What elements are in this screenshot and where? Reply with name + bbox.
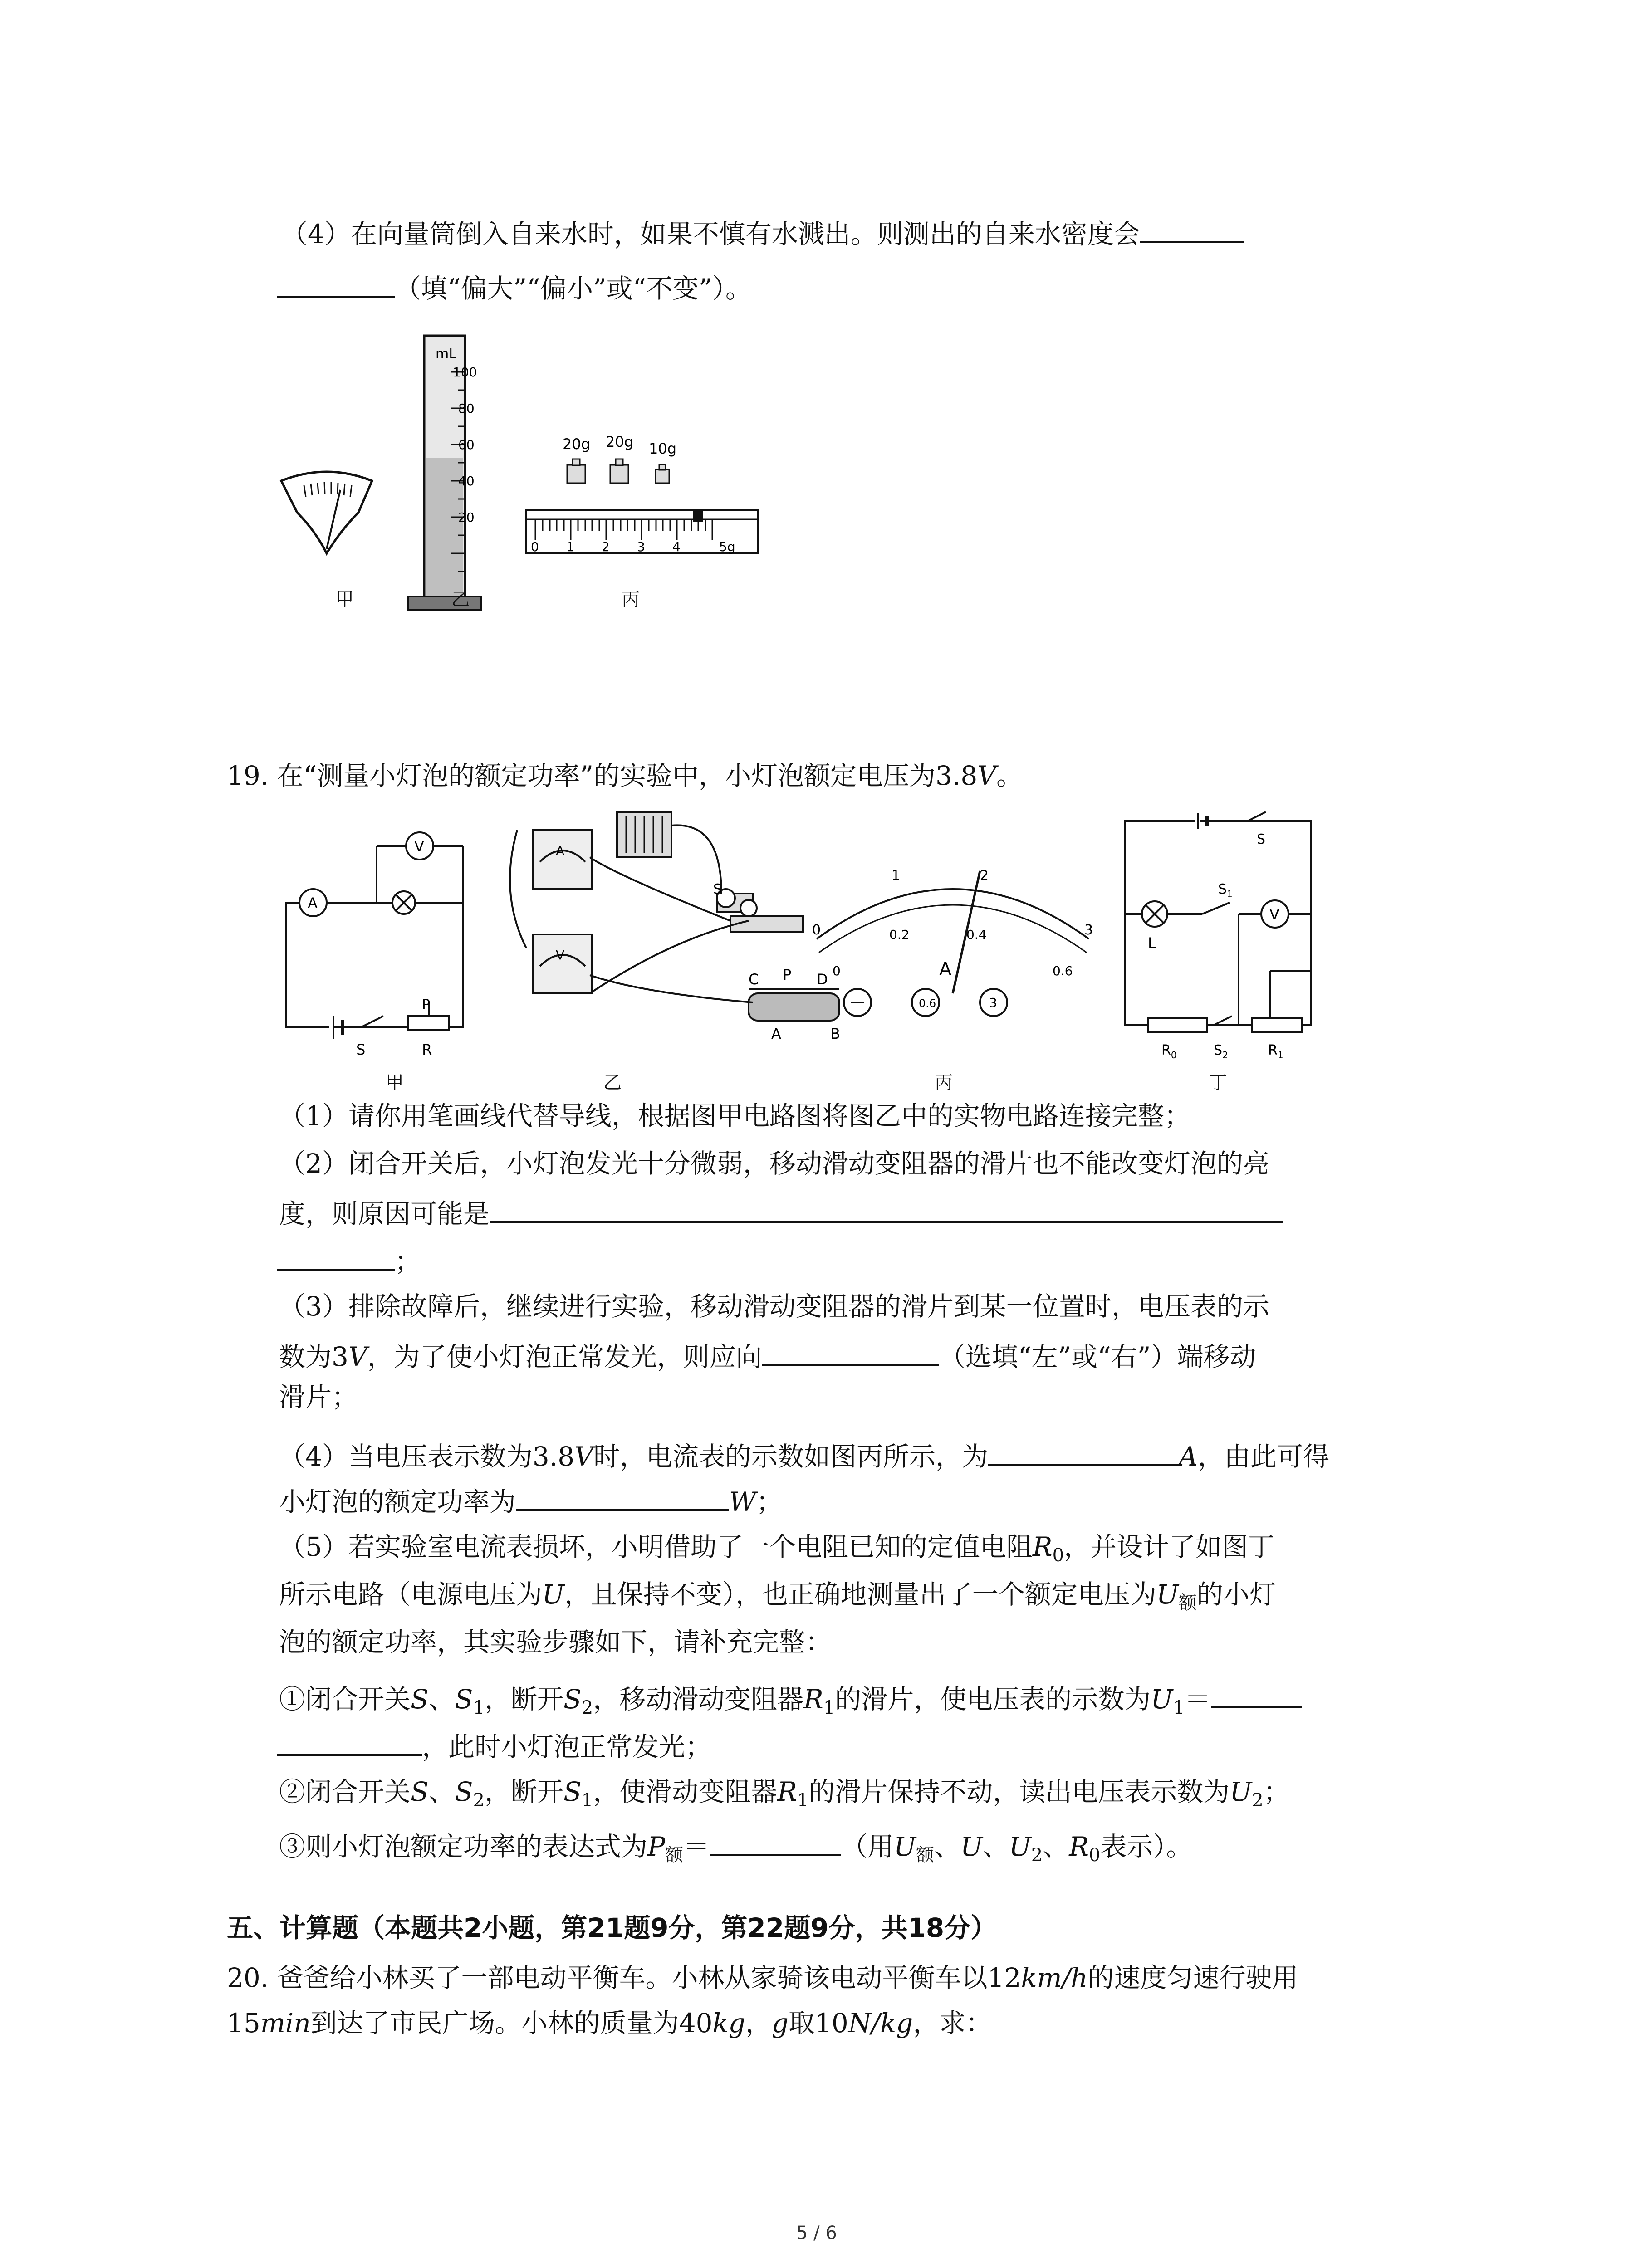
yi-terminal-d: D [817, 971, 828, 988]
jia-switch-label: S [356, 1041, 366, 1058]
answer-blank[interactable] [762, 1336, 939, 1366]
terminal-label: 0.6 [919, 997, 936, 1010]
ding-r0-label: $R_0$ [1161, 1042, 1177, 1061]
q19-step3: ③则小灯泡额定功率的表达式为$P_额=$ （用$U_额$、U、$U_2$、$R_0$表示）。 [279, 1826, 1192, 1873]
q19-part4-line2: 小灯泡的额定功率为 W； [279, 1481, 783, 1520]
figure-19 [272, 803, 1316, 1084]
q20-line2: 15min到达了市民广场。小林的质量为40kg，g取10N/kg，求： [227, 2008, 992, 2038]
balance-pointer-scale [281, 472, 372, 553]
fig19-label-ding: 丁 [1209, 1072, 1227, 1093]
circuit-diagram-jia [286, 832, 463, 1039]
q19-title: 19. 在“测量小灯泡的额定功率”的实验中，小灯泡额定电压为3.8V。 [227, 760, 1023, 791]
answer-blank[interactable] [277, 1726, 422, 1756]
dial-unit: A [939, 959, 952, 980]
ding-lamp-label: L [1148, 934, 1156, 952]
q19-part5-line2: 所示电路（电源电压为U，且保持不变），也正确地测量出了一个额定电压为$U_额$的小灯 [279, 1579, 1276, 1613]
q19-part5-line1: （5）若实验室电流表损坏，小明借助了一个电阻已知的定值电阻$R_0$，并设计了如图丁 [279, 1531, 1275, 1566]
weight-label: 20g [606, 433, 634, 450]
ding-s1-label: $S_1$ [1218, 881, 1233, 899]
fig18-label-bing: 丙 [622, 589, 640, 610]
answer-blank[interactable] [710, 1826, 841, 1856]
q20-line1: 20. 爸爸给小林买了一部电动平衡车。小林从家骑该电动平衡车以12km/h的速度匀速行驶用 [227, 1962, 1298, 1993]
cylinder-tick: 20 [458, 510, 475, 525]
yi-switch-label: S [713, 881, 722, 897]
q19-part4-line1: （4）当电压表示数为3.8V时，电流表的示数如图丙所示，为 A，由此可得 [279, 1436, 1329, 1475]
answer-blank[interactable] [1140, 213, 1244, 243]
scale-tick: 3 [637, 539, 645, 554]
weight-label: 10g [649, 440, 677, 457]
dial-bottom-tick: 0 [833, 963, 841, 978]
ding-voltmeter-label: V [1269, 906, 1279, 923]
scale-tick: 2 [602, 539, 610, 554]
q19-part3-line3: 滑片； [279, 1382, 358, 1413]
jia-voltmeter-label: V [414, 838, 424, 855]
answer-blank[interactable] [277, 1241, 395, 1271]
q19-part2-line2: 度，则原因可能是 [279, 1193, 1283, 1232]
dial-top-tick: 1 [892, 868, 901, 884]
scale-tick: 1 [566, 539, 574, 554]
answer-blank[interactable] [988, 1436, 1179, 1466]
circuit-diagram-ding [1125, 812, 1311, 1032]
yi-voltmeter-label: V [556, 948, 565, 963]
q19-part3-line2: 数为3V，为了使小灯泡正常发光，则应向 （选填“左”或“右”）端移动 [279, 1336, 1256, 1375]
ding-r1-label: $R_1$ [1268, 1042, 1283, 1061]
q18-4-line2: （填“偏大”“偏小”或“不变”）。 [277, 268, 752, 307]
answer-blank[interactable] [277, 268, 395, 298]
dial-bottom-tick: 0.6 [1053, 963, 1073, 978]
dial-top-tick: 3 [1084, 922, 1093, 938]
q19-part5-line3: 泡的额定功率，其实验步骤如下，请补充完整： [279, 1627, 832, 1657]
dial-top-tick: 0 [812, 922, 821, 938]
fig19-label-bing: 丙 [935, 1072, 953, 1093]
graduated-cylinder [408, 336, 481, 610]
q19-part2-line1: （2）闭合开关后，小灯泡发光十分微弱，移动滑动变阻器的滑片也不能改变灯泡的亮 [279, 1148, 1269, 1179]
ding-s2-label: $S_2$ [1214, 1042, 1228, 1061]
q18-4-line1: （4）在向量筒倒入自来水时，如果不慎有水溅出。则测出的自来水密度会 [281, 213, 1244, 252]
cylinder-tick: 100 [453, 365, 477, 380]
jia-ammeter-label: A [308, 894, 318, 912]
answer-blank[interactable] [490, 1193, 1283, 1223]
dial-bottom-tick: 0.2 [889, 927, 910, 942]
cylinder-tick: 80 [458, 401, 475, 416]
fig19-label-jia: 甲 [386, 1072, 404, 1093]
yi-terminal-a: A [771, 1025, 781, 1042]
dial-bottom-tick: 0.4 [966, 927, 987, 942]
fig18-label-yi: 乙 [451, 589, 470, 610]
rider-marker [693, 511, 703, 522]
yi-terminal-b: B [830, 1025, 840, 1042]
cylinder-tick: 40 [458, 474, 475, 489]
q19-step1-line1: ①闭合开关S、$S_1$，断开$S_2$，移动滑动变阻器$R_1$的滑片，使电压表的示数为$U_1=$ [279, 1678, 1302, 1726]
yi-ammeter-label: A [556, 843, 565, 858]
q19-step1-line2: ，此时小灯泡正常发光； [277, 1726, 711, 1765]
scale-tick: 0 [531, 539, 539, 554]
yi-terminal-c: C [749, 971, 759, 988]
weight-label: 20g [563, 435, 591, 453]
ding-switch-label: S [1257, 831, 1266, 847]
answer-blank[interactable] [1211, 1678, 1302, 1708]
terminal-label: 3 [989, 995, 997, 1010]
dial-top-tick: 2 [980, 868, 989, 884]
scale-tick: 4 [672, 539, 681, 554]
q19-part1: （1）请你用笔画线代替导线，根据图甲电路图将图乙中的实物电路连接完整； [279, 1100, 1190, 1131]
q19-part2-line3: ； [277, 1241, 421, 1280]
scale-tick: 5g [719, 539, 735, 554]
answer-blank[interactable] [516, 1481, 729, 1511]
q19-part3-line1: （3）排除故障后，继续进行实验，移动滑动变阻器的滑片到某一位置时，电压表的示 [279, 1291, 1269, 1322]
fig19-label-yi: 乙 [603, 1072, 622, 1093]
section-heading: 五、计算题（本题共2小题，第21题9分，第22题9分，共18分） [227, 1912, 997, 1943]
q19-step2: ②闭合开关S、$S_2$，断开$S_1$，使滑动变阻器$R_1$的滑片保持不动，读出电压表示数为$U_2$； [279, 1776, 1290, 1811]
weights-and-rider-scale [526, 433, 758, 554]
yi-terminal-p: P [783, 966, 792, 983]
ammeter-dial-bing [817, 871, 1089, 1016]
cylinder-unit: mL [436, 346, 456, 362]
fig18-label-jia: 甲 [336, 589, 354, 610]
cylinder-tick: 60 [458, 437, 475, 452]
jia-slider-label: P [422, 997, 431, 1013]
jia-rheostat-label: R [422, 1041, 432, 1058]
page-number: 5 / 6 [796, 2223, 837, 2244]
